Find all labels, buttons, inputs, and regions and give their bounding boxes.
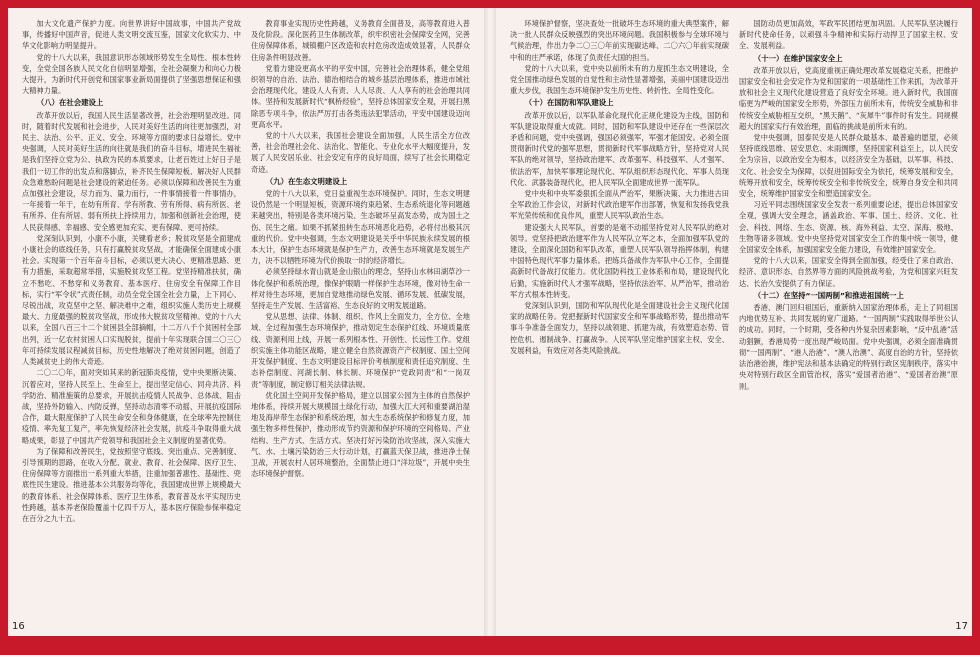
body-paragraph: 必须坚持绿水青山就是金山银山的理念，坚持山水林田湖草沙一体化保护和系统治理，像保护眼睛一样保护生态环境，像对待生命一样对待生态环境，更加自觉地推动绿色发展、循环发展、低碳发展，坚持走生产发展、生活富裕、生态良好的文明发展道路。 [251, 267, 470, 311]
top-red-band [0, 0, 980, 8]
section-heading: （十）在国防和军队建设上 [524, 98, 614, 108]
book-gutter [484, 8, 496, 636]
body-paragraph: 改革开放以后，党高度重视正确处理改革发展稳定关系，把维护国家安全和社会安定作为党和国家的一项基础性工作来抓，为改革开放和社会主义现代化建设营造了良好安全环境。进入新时代，我国面临更为严峻的国家安全形势，外部压力前所未有，传统安全威胁和非传统安全威胁相互交织，“黑天鹅”、“灰犀牛”事件时有发生。同规模超大的国家实行有效治理，面临的挑战是前所未有的。 [739, 65, 958, 131]
body-paragraph: 加大文化遗产保护力度。向世界讲好中国故事，中国共产党故事，传播好中国声音，促进人类文明交流互鉴，国家文化软实力、中华文化影响力明显提升。 [22, 19, 241, 51]
body-paragraph: 党的十八大以来，我国意识形态领域形势发生全局性、根本性转变，全党全国各族人民文化自信明显增强，全社会凝聚力和向心力极大提升，为新时代开创党和国家事业新局面提供了坚强思想保证和强大精神力量。 [22, 52, 241, 96]
body-paragraph: 党深刻认识到，小康不小康，关键看老乡；脱贫攻坚是全面建成小康社会的底线任务，只有打赢脱贫攻坚战，才能确保全面建成小康社会。实现第一个百年奋斗目标，必须以更大决心、更精准思路、更有力措施，采取超常举措，实施脱贫攻坚工程。党坚持精准扶贫，确立不愁吃、不愁穿和义务教育、基本医疗、住房安全有保障工作目标，实行“军令状”式责任制，动员全党全国全社会力量，上下同心、尽锐出战，攻克坚中之坚、解决难中之难，组织实施人类历史上规模最大、力度最强的脱贫攻坚战，形成伟大脱贫攻坚精神。党的十八大以来，全国八百三十二个贫困县全部摘帽，十二万八千个贫困村全部出列，近一亿农村贫困人口实现脱贫，提前十年实现联合国二〇三〇年可持续发展议程减贫目标，历史性地解决了绝对贫困问题，创造了人类减贫史上的伟大奇迹。 [22, 233, 241, 367]
body-paragraph: 党中央强调，国泰民安是人民群众最基本、最普遍的愿望，必须坚持底线思维、居安思危、未雨绸缪，坚持国家利益至上，以人民安全为宗旨，以政治安全为根本，以经济安全为基础，以军事、科技、文化、社会安全为保障，以促进国际安全为依托，统筹发展和安全，统筹开放和安全，统筹传统安全和非传统安全，统筹自身安全和共同安全，统筹维护国家安全和塑造国家安全。 [739, 133, 958, 199]
body-paragraph: 党从思想、法律、体制、组织、作风上全面发力，全方位、全地域、全过程加强生态环境保护，推动划定生态保护红线、环境质量底线、资源利用上线，开展一系列根本性、开创性、长远性工作。党组织实施主体功能区战略，建立健全自然资源资产产权制度、国土空间开发保护制度、生态文明建设目标评价考核制度和责任追究制度、生态补偿制度、河湖长制、林长制、环境保护“党政同责”和“一岗双责”等制度，制定修订相关法律法规。 [251, 312, 470, 389]
body-paragraph: 党的十八大以来，党中央以前所未有的力度抓生态文明建设，全党全国推动绿色发展的自觉性和主动性显著增强，美丽中国建设迈出重大步伐，我国生态环境保护发生历史性、转折性、全局性变化。 [510, 63, 729, 96]
right-page [496, 8, 972, 636]
left-column-2 [251, 18, 470, 618]
body-paragraph: 党中央和中央军委狠抓全面从严治军，果断决策、大力推进古田全军政治工作会议，对新时代政治建军作出部署，恢复和发扬我党我军光荣传统和优良作风，重塑人民军队政治生态。 [510, 189, 729, 221]
right-page-columns [510, 18, 958, 618]
body-paragraph: 教育事业实现历史性跨越，义务教育全面普及，高等教育进入普及化阶段。深化医药卫生体制改革，织牢织密社会保障安全网，完善住房保障体系，城镇棚户区改造和农村危房改造成效显著，人民群众住房条件明显改善。 [251, 19, 470, 62]
page-number-right: 17 [955, 621, 968, 632]
body-paragraph: 党深刻认识到，国防和军队现代化是全面建设社会主义现代化国家的战略任务。党把握新时代国家安全和军事战略形势，提出推动军事斗争准备全面发力，坚持以战领建、抓建为战，有效塑造态势、管控危机、遏制战争、打赢战争。人民军队坚定维护国家主权、安全、发展利益，有效应对各类风险挑战。 [510, 301, 729, 355]
body-paragraph: 国防动员更加高效，军政军民团结更加巩固。人民军队坚决履行新时代使命任务，以顽强斗争精神和实际行动捍卫了国家主权、安全、发展利益。 [739, 19, 958, 51]
body-paragraph: 党的十八大以来，党日益重视生态环境保护。同时，生态文明建设仍然是一个明显短板，资源环境约束趋紧、生态系统退化等问题越来越突出，特别是各类环境污染、生态破坏呈高发态势，成为国土之伤、民生之痛。如果不抓紧扭转生态环境恶化趋势，必将付出极其沉重的代价。党中央强调，生态文明建设是关乎中华民族永续发展的根本大计，保护生态环境就是保护生产力，改善生态环境就是发展生产力，决不以牺牲环境为代价换取一时的经济增长。 [251, 189, 470, 266]
bottom-red-band [0, 645, 980, 655]
section-heading: （八）在社会建设上 [36, 98, 104, 108]
left-column-1 [22, 18, 241, 618]
body-paragraph: 环境保护督察，坚决查处一批破坏生态环境的重大典型案件，解决一批人民群众反映强烈的突出环境问题。我国积极参与全球环境与气候治理，作出力争二〇三〇年前实现碳达峰、二〇六〇年前实现碳中和的庄严承诺，体现了负责任大国的担当。 [510, 19, 729, 62]
right-column-1 [510, 18, 729, 618]
section-heading: （十一）在维护国家安全上 [753, 53, 843, 63]
page-number-left: 16 [12, 621, 25, 632]
body-paragraph: 党着力建设更高水平的平安中国，完善社会治理体系，健全党组织领导的自治、法治、德治相结合的城乡基层治理体系，推进市域社会治理现代化，建设人人有责、人人尽责、人人享有的社会治理共同体。坚持和发展新时代“枫桥经验”，坚持总体国家安全观，开展扫黑除恶专项斗争，依法严厉打击各类违法犯罪活动，平安中国建设迈向更高水平。 [251, 63, 470, 129]
body-paragraph: 香港、澳门回归祖国后，重新纳入国家治理体系，走上了同祖国内地优势互补、共同发展的宽广道路。“一国两制”实践取得举世公认的成功。同时，一个时期，受各种内外复杂因素影响，“反中乱港”活动猖獗，香港局势一度出现严峻局面。党中央强调，必须全面准确贯彻“一国两制”、“港人治港”、“澳人治澳”、高度自治的方针，坚持依法治港治澳，维护宪法和基本法确定的特别行政区宪制秩序，落实中央对特别行政区全面管治权，落实“爱国者治港”、“爱国者治澳”原则。 [739, 303, 958, 391]
body-paragraph: 党的十八大以来，我国社会建设全面加强，人民生活全方位改善，社会治理社会化、法治化、智能化、专业化水平大幅度提升，发展了人民安居乐业、社会安定有序的良好局面，续写了社会长期稳定奇迹。 [251, 131, 470, 174]
right-column-2 [739, 18, 958, 618]
body-paragraph: 二〇二〇年，面对突如其来的新冠肺炎疫情，党中央果断决策、沉着应对，坚持人民至上、生命至上，提出坚定信心、同舟共济、科学防治、精准施策的总要求，开展抗击疫情人民战争、总体战、阻击战，坚持外防输入、内防反弹，坚持动态清零不动摇，开展抗疫国际合作，最大限度保护了人民生命安全和身体健康，在全球率先控制住疫情、率先复工复产，率先恢复经济社会发展，抗疫斗争取得重大战略成果，彰显了中国共产党领导和我国社会主义制度的显著优势。 [22, 368, 241, 445]
body-paragraph: 改革开放以后，我国人民生活显著改善，社会治理明显改进。同时，随着时代发展和社会进步，人民对美好生活的向往更加强烈，对民主、法治、公平、正义、安全、环境等方面的要求日益增长。党中央强调，人民对美好生活的向往就是我们的奋斗目标，增进民生福祉是我们坚持立党为公、执政为民的本质要求，让老百姓过上好日子是我们一切工作的出发点和落脚点，补齐民生保障短板、解决好人民群众急难愁盼问题是社会建设的紧迫任务。必须以保障和改善民生为重点加强社会建设，尽力而为、量力而行，一件事情接着一件事情办，一年接着一年干，在幼有所育、学有所教、劳有所得、病有所医、老有所养、住有所居、弱有所扶上持续用力，加强和创新社会治理，使人民获得感、幸福感、安全感更加充实、更有保障、更可持续。 [22, 110, 241, 232]
body-paragraph: 建设强大人民军队，首要的是毫不动摇坚持党对人民军队的绝对领导。党坚持把政治建军作为人民军队立军之本，全面加强军队党的建设，全面深化国防和军队改革，重塑人民军队领导指挥体制，构建中国特色现代军事力量体系。把练兵备战作为军队中心工作，全面提高新时代备战打仗能力。优化国防科技工业体系和布局，建设现代化后勤，实施新时代人才强军战略，坚持依法治军、从严治军，推动治军方式根本性转变。 [510, 222, 729, 299]
body-paragraph: 党的十八大以来，国家安全得到全面加强，经受住了来自政治、经济、意识形态、自然界等方面的风险挑战考验，为党和国家兴旺发达、长治久安提供了有力保证。 [739, 256, 958, 288]
section-heading: （十二）在坚持“一国两制”和推进祖国统一上 [753, 290, 904, 300]
left-page-columns [22, 18, 470, 618]
body-paragraph: 优化国土空间开发保护格局，建立以国家公园为主体的自然保护地体系，持续开展大规模国土绿化行动，加强大江大河和重要湖泊湿地及海岸带生态保护和系统治理，加大生态系统保护和修复力度，加强生物多样性保护，推动形成节约资源和保护环境的空间格局、产业结构、生产方式、生活方式。坚决打好污染防治攻坚战，深入实施大气、水、土壤污染防治三大行动计划，打赢蓝天保卫战，推进净土保卫战，开展农村人居环境整治，全面禁止进口“洋垃圾”，开展中央生态环境保护督察。 [251, 390, 470, 479]
body-paragraph: 改革开放以后，以军队革命化现代化正规化建设为主线，国防和军队建设取得重大成就。同时，国防和军队建设中还存在一些深层次矛盾和问题，党中央强调，强国必须强军，军强才能国安。必须全面贯彻新时代党的强军思想，贯彻新时代军事战略方针，坚持党对人民军队的绝对领导，坚持政治建军、改革强军、科技强军、人才强军、依法治军，加快军事理论现代化、军队组织形态现代化、军事人员现代化、武器装备现代化，把人民军队全面建成世界一流军队。 [510, 110, 729, 187]
section-heading: （九）在生态文明建设上 [265, 176, 348, 186]
left-page [8, 8, 484, 636]
body-paragraph: 为了保障和改善民生，党按照坚守底线、突出重点、完善制度、引导预期的思路，在收入分配、就业、教育、社会保障、医疗卫生、住房保障等方面推出一系列重大举措，注重加强普惠性、基础性、兜底性民生建设。推进基本公共服务均等化，我国建成世界上规模最大的教育体系、社会保障体系、医疗卫生体系，教育普及水平实现历史性跨越，基本养老保险覆盖十亿四千万人，基本医疗保险参保率稳定在百分之九十五。 [22, 446, 241, 523]
body-paragraph: 习近平同志围绕国家安全发表一系列重要论述，提出总体国家安全观，强调大安全理念，涵盖政治、军事、国土、经济、文化、社会、科技、网络、生态、资源、核、海外利益、太空、深海、极地、生物等诸多领域。党中央坚持党对国家安全工作的集中统一领导，健全国家安全体系，加强国家安全能力建设，有效维护国家安全。 [739, 200, 958, 255]
